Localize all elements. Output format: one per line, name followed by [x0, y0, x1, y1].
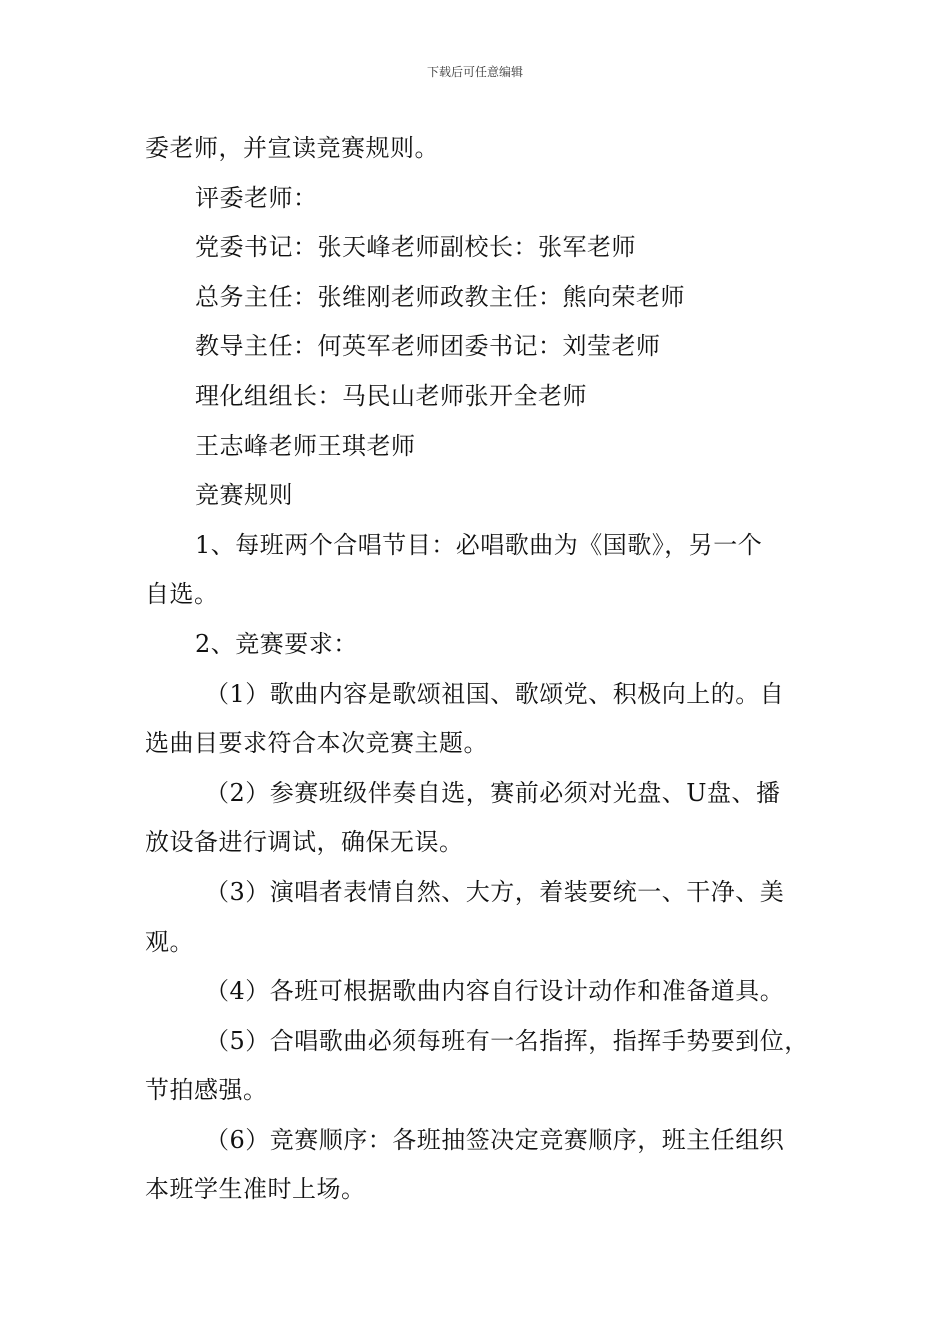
paragraph-line: （3）演唱者表情自然、大方，着装要统一、干净、美: [205, 877, 785, 906]
paragraph-line: 党委书记：张天峰老师副校长：张军老师: [195, 233, 636, 262]
paragraph-line: 评委老师：: [195, 183, 318, 212]
paragraph-line: 教导主任：何英军老师团委书记：刘莹老师: [195, 332, 661, 361]
paragraph-line: 节拍感强。: [145, 1076, 268, 1105]
document-body: [145, 124, 810, 1215]
paragraph-line: 自选。: [145, 580, 219, 609]
paragraph-line: 王志峰老师王琪老师: [195, 431, 416, 460]
paragraph-line: （2）参赛班级伴奏自选，赛前必须对光盘、U盘、播: [205, 778, 781, 807]
paragraph-line: 委老师，并宣读竞赛规则。: [145, 134, 439, 162]
page-header-note: 下载后可任意编辑: [426, 65, 523, 79]
paragraph-line: 放设备进行调试，确保无误。: [145, 828, 464, 857]
paragraph-line: 1、每班两个合唱节目：必唱歌曲为《国歌》，另一个: [195, 530, 763, 559]
paragraph-line: （1）歌曲内容是歌颂祖国、歌颂党、积极向上的。自: [205, 679, 785, 708]
paragraph-line: （4）各班可根据歌曲内容自行设计动作和准备道具。: [205, 977, 785, 1006]
paragraph-line: 总务主任：张维刚老师政教主任：熊向荣老师: [195, 282, 685, 311]
paragraph-line: （5）合唱歌曲必须每班有一名指挥，指挥手势要到位，: [205, 1026, 809, 1055]
paragraph-line: （6）竞赛顺序：各班抽签决定竞赛顺序，班主任组织: [205, 1125, 785, 1154]
section-heading: 竞赛规则: [195, 481, 293, 510]
paragraph-line: 观。: [145, 927, 194, 956]
paragraph-line: 2、竞赛要求：: [195, 629, 358, 658]
paragraph-line: 本班学生准时上场。: [145, 1175, 366, 1204]
paragraph-line: 理化组组长：马民山老师张开全老师: [195, 381, 587, 410]
paragraph-line: 选曲目要求符合本次竞赛主题。: [145, 729, 488, 758]
